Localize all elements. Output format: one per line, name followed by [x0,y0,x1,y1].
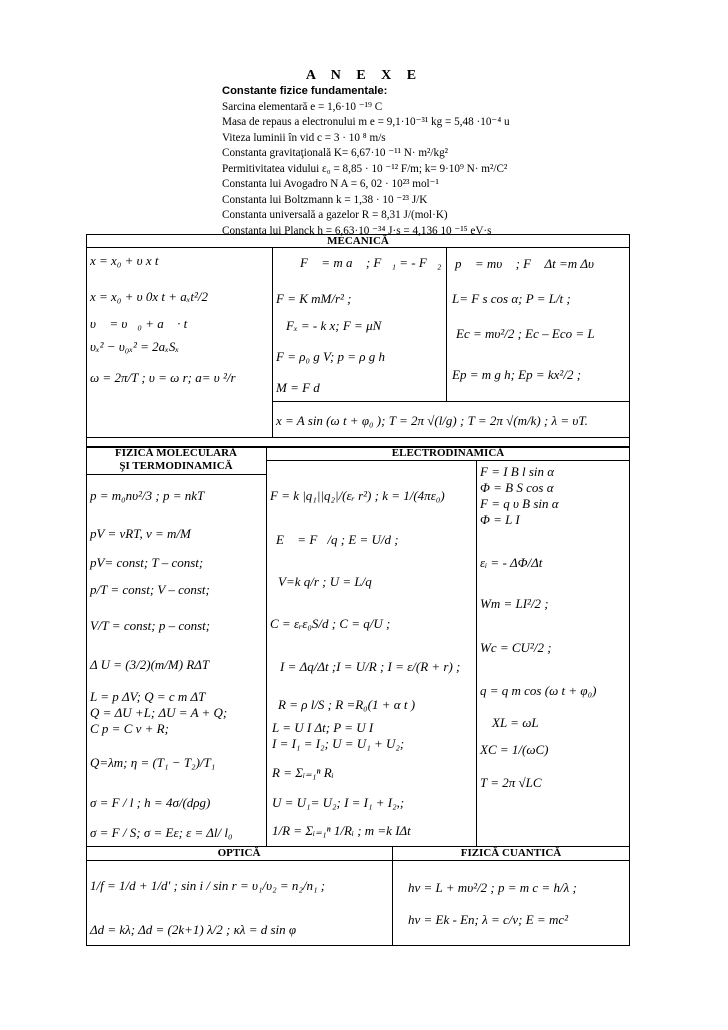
constant-line: Masa de repaus a electronului m e = 9,1·10⁻³¹ kg = 5,48 ·10⁻⁴ u [222,116,510,128]
section-fizica-cuantica: FIZICĂ CUANTICĂ [460,847,562,859]
formula: F = I B l sin α [480,464,555,479]
formula: E⃗ = F⃗/q ; E = U/d ; [276,532,399,547]
constant-line: Permitivitatea vidului ε₀ = 8,85 · 10 ⁻¹² F/m; k= 9·10⁹ N· m²/C² [222,162,508,175]
constant-line: Constanta lui Planck h = 6,63·10 ⁻³⁴ J·s = 4,136 10 ⁻¹⁵ eV·s [222,224,492,237]
divider [86,247,630,248]
section-fizica-moleculara-line2: ŞI TERMODINAMICĂ [119,460,233,472]
formula: pV = νRT, ν = m/M [90,526,191,541]
divider [266,460,630,461]
constants-block [222,84,510,239]
formula: υₓ² − υ₀ₓ² = 2aₓSₓ [90,339,180,354]
divider [476,460,477,846]
formula: V=k q/r ; U = L/q [278,574,372,589]
formula: C p = C v + R; [90,721,169,736]
section-fizica-moleculara-line1: FIZICĂ MOLECULARĂ [115,447,237,459]
constant-line: Sarcina elementară e = 1,6·10 ⁻¹⁹ C [222,100,383,113]
formula: L = p ΔV; Q = c m ΔT [90,689,206,704]
constants-header: Constante fizice fundamentale: [222,85,388,97]
formula: XL = ωL [492,715,539,730]
formula: C = εᵣε₀S/d ; C = q/U ; [270,616,391,631]
formula: x = x₀ + υ 0x t + aₓt²/2 [90,289,209,304]
formula: σ = F / l ; h = 4σ/(dρg) [90,795,211,810]
formula: hν = Ek - En; λ = c/ν; E = mc² [408,912,569,927]
section-optica: OPTICĂ [217,847,261,859]
formula: Wc = CU²/2 ; [480,640,552,655]
formula: M = F d [276,380,320,395]
formula: Fₓ = - k x; F = μN [286,318,382,333]
formula: Q = ΔU +L; ΔU = A + Q; [90,705,228,720]
formula: F = q υ B sin α [480,496,559,511]
formula: I = I₁ = I₂; U = U₁ + U₂; [272,736,405,751]
formula: Δd = kλ; Δd = (2k+1) λ/2 ; κλ = d sin φ [90,922,297,937]
constant-line: Constanta lui Avogadro N A = 6, 02 · 10²³ mol⁻¹ [222,178,439,190]
formula: Φ = B S cos α [480,480,554,495]
formula: pV= const; T – const; [90,555,204,570]
formula: σ = F / S; σ = Eε; ε = Δl/ l₀ [90,825,233,840]
divider [266,446,267,846]
formula: hν = L + mυ²/2 ; p = m c = h/λ ; [408,880,577,895]
formula: p⃗ = mυ⃗ ; F⃗ Δt =m Δυ⃗ [455,256,605,271]
formula: Φ = L I [480,512,520,527]
formula: εᵢ = - ΔΦ/Δt [480,555,543,570]
formula: Q=λm; η = (T₁ − T₂)/T₁ [90,755,216,770]
formula: 1/R = Σᵢ₌₁ⁿ 1/Rᵢ ; m =k IΔt [272,823,411,838]
formula: Wm = LI²/2 ; [480,596,549,611]
divider [86,437,630,438]
formula: U = U₁= U₂; I = I₁ + I₂,; [272,795,405,810]
formula: I = Δq/Δt ;I = U/R ; I = ε/(R + r) ; [280,659,461,674]
constant-line: Constanta lui Boltzmann k = 1,38 · 10 ⁻²³ J/K [222,193,428,206]
formula: υ⃗ = υ⃗₀ + a⃗ · t [90,316,188,331]
formula: T = 2π √LC [480,775,542,790]
formula: F = K mM/r² ; [276,291,352,306]
formula: R = ρ l/S ; R =R₀(1 + α t ) [278,697,416,712]
section-fizica-moleculara [86,447,266,473]
constant-line: Viteza luminii în vid c = 3 · 10 ⁸ m/s [222,131,386,144]
divider [446,247,447,401]
formula: F⃗ = m a⃗ ; F⃗₁ = - F⃗₂ [300,255,442,270]
formula: F = k |q₁||q₂|/(εᵣ r²) ; k = 1/(4πε₀) [270,488,445,503]
formula: XC = 1/(ωC) [480,742,549,757]
constant-line: Constanta gravitaţională K= 6,67·10 ⁻¹¹ N· m²/kg² [222,147,449,159]
formula: R = Σᵢ₌₁ⁿ Rᵢ [272,765,334,780]
page-title: A N E X E [305,68,423,83]
formula: L = U I Δt; P = U I [272,720,374,735]
divider [392,846,393,946]
formula: F = ρ₀ g V; p = ρ g h [276,349,386,364]
divider [272,247,273,437]
section-mecanica: MECANICĂ [327,235,389,247]
divider [272,401,630,402]
formula: p/T = const; V – const; [90,582,210,597]
formula: 1/f = 1/d + 1/d' ; sin i / sin r = υ₁/υ₂ = n₂/n₁ ; [90,878,326,893]
formula: V/T = const; p – const; [90,618,211,633]
formula: Ep = m g h; Ep = kx²/2 ; [452,367,582,382]
divider [86,474,266,475]
constant-line: Constanta universală a gazelor R = 8,31 J/(mol·K) [222,209,448,221]
formula-oscillation: x = A sin (ω t + φ₀ ); T = 2π √(l/g) ; T = 2π √(m/k) ; λ = υT. [276,413,588,428]
formula: L= F s cos α; P = L/t ; [452,291,571,306]
formula: Δ U = (3/2)(m/M) RΔT [90,657,210,672]
divider [86,860,630,861]
formula: x = x₀ + υ x t [90,253,159,268]
section-electrodinamica: ELECTRODINAMICĂ [391,447,505,459]
formula: p = m₀nυ²/3 ; p = nkT [90,488,205,503]
formula: ω = 2π/T ; υ = ω r; a= υ ²/r [90,370,236,385]
formula: Ec = mυ²/2 ; Ec – Eco = L [456,326,595,341]
formula: q = q m cos (ω t + φ₀) [480,683,597,698]
